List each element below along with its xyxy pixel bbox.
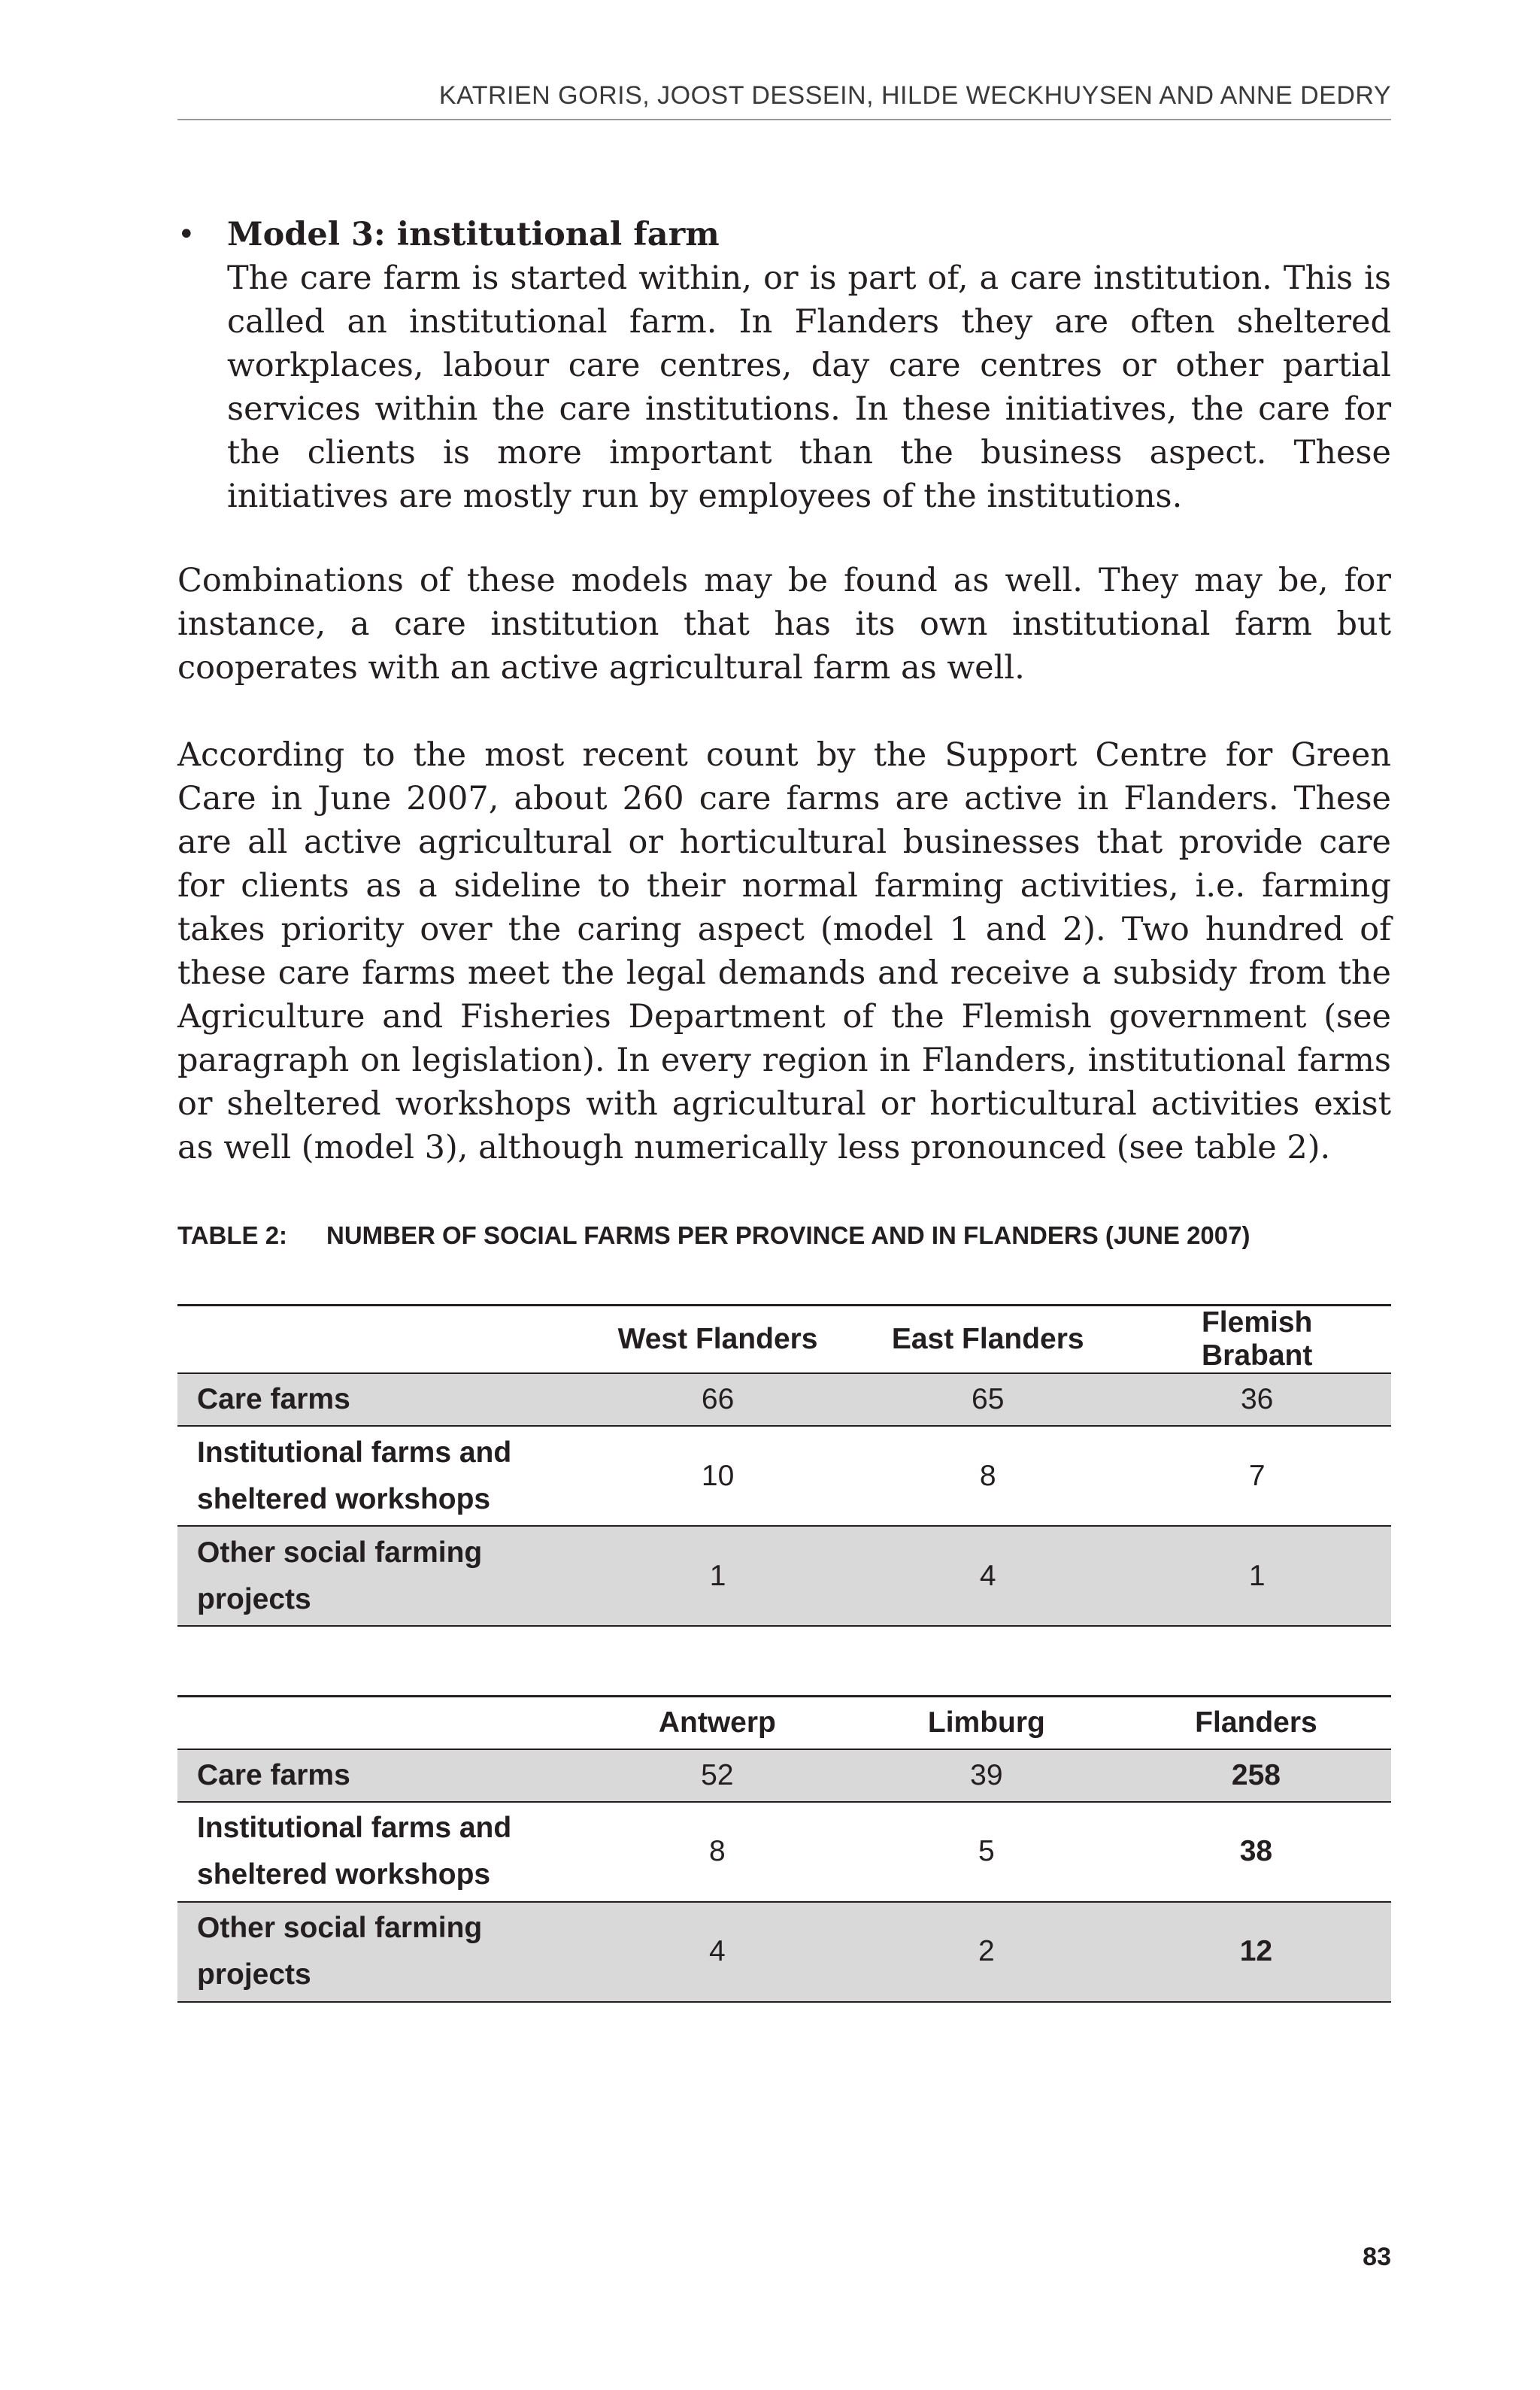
column-header-east-flanders: East Flanders [853, 1306, 1123, 1374]
column-header-antwerp: Antwerp [583, 1697, 852, 1749]
row-label-institutional-farms [177, 1426, 583, 1526]
table-row [177, 1902, 1391, 2002]
table-cell: 65 [972, 1383, 1005, 1415]
bullet-heading: Model 3: institutional farm [227, 216, 720, 253]
table-cell: 66 [701, 1383, 735, 1415]
table-row [177, 1373, 1391, 1426]
header-rule [177, 119, 1391, 120]
column-header-limburg: Limburg [852, 1697, 1121, 1749]
body-paragraph-combinations: Combinations of these models may be found as well. They may be, for instance, a care institution that has its own institutional farm but cooperates with an active agricultural farm as well. [177, 562, 1391, 687]
table-cell: 8 [979, 1459, 996, 1492]
running-header: KATRIEN GORIS, JOOST DESSEIN, HILDE WECKHUYSEN AND ANNE DEDRY [438, 81, 1391, 110]
table-header-row [177, 1697, 1391, 1749]
table-row [177, 1526, 1391, 1626]
table-cell: 1 [709, 1559, 726, 1592]
row-label-care-farms: Care farms [197, 1758, 350, 1791]
table-header-corner [177, 1697, 583, 1749]
row-label-line: Other social farming [197, 1536, 483, 1569]
row-label-line: sheltered workshops [197, 1482, 491, 1515]
table-cell: 10 [701, 1459, 735, 1492]
table-provinces-part2 [177, 1695, 1391, 2003]
table-row [177, 1749, 1391, 1802]
table-caption-title: NUMBER OF SOCIAL FARMS PER PROVINCE AND IN FLANDERS (JUNE 2007) [326, 1221, 1250, 1249]
table-cell: 52 [701, 1758, 734, 1791]
column-header-west-flanders: West Flanders [583, 1306, 853, 1374]
table-cell: 4 [979, 1559, 996, 1592]
bullet-marker: • [177, 217, 196, 252]
row-label-line: Institutional farms and [197, 1812, 512, 1844]
table-cell: 2 [978, 1935, 995, 1967]
table-row [177, 1426, 1391, 1526]
table-header-row [177, 1306, 1391, 1374]
page-number: 83 [1363, 2243, 1391, 2271]
table-caption-label: TABLE 2: [177, 1221, 288, 1249]
bullet-list-item [177, 213, 1391, 518]
column-header-flanders: Flanders [1121, 1697, 1391, 1749]
row-label-line: projects [197, 1582, 311, 1615]
table-cell: 39 [970, 1758, 1003, 1791]
table-provinces-part1 [177, 1304, 1391, 1627]
column-header-flemish-brabant: Flemish Brabant [1123, 1306, 1391, 1374]
table-caption [177, 1221, 1391, 1250]
row-label-other-projects [177, 1526, 583, 1626]
table-cell: 1 [1248, 1559, 1266, 1592]
row-label-line: Other social farming [197, 1912, 483, 1944]
body-paragraph-count: According to the most recent count by the Support Centre for Green Care in June 2007, about 260 care farms are active in Flanders. These are all active agricultural or horticultural businesses that provide care for clients as a sideline to their normal farming activities, i.e. farming takes priority over the caring aspect (model 1 and 2). Two hundred of these care farms meet the legal demands and receive a subsidy from the Agriculture and Fisheries Department of the Flemish government (see paragraph on legislation). In every region in Flanders, institutional farms or sheltered workshops with agricultural or horticultural activities exist as well (model 3), although numerically less pronounced (see table 2). [177, 736, 1391, 1166]
row-label-line: projects [197, 1958, 311, 1991]
table-row [177, 1802, 1391, 1902]
table-header-corner [177, 1306, 583, 1374]
table-cell-total: 12 [1239, 1935, 1273, 1967]
table-cell: 7 [1248, 1459, 1266, 1492]
row-label-line: Institutional farms and [197, 1436, 512, 1469]
row-label-line: sheltered workshops [197, 1858, 491, 1891]
table-cell: 36 [1240, 1383, 1274, 1415]
table-cell: 4 [709, 1935, 726, 1967]
bullet-body [227, 213, 1391, 518]
bullet-paragraph: The care farm is started within, or is part of, a care institution. This is called an institutional farm. In Flanders they are often sheltered workplaces, labour care centres, day care centres or other partial services within the care institutions. In these initiatives, the care for the clients is more important than the business aspect. These initiatives are mostly run by employees of the institutions. [227, 259, 1391, 515]
row-label-other-projects [177, 1902, 583, 2002]
table-cell-total: 258 [1231, 1758, 1281, 1791]
row-label-care-farms: Care farms [197, 1383, 350, 1415]
table-cell-total: 38 [1239, 1835, 1273, 1867]
row-label-institutional-farms [177, 1802, 583, 1902]
table-cell: 8 [709, 1835, 726, 1867]
table-cell: 5 [978, 1835, 995, 1867]
